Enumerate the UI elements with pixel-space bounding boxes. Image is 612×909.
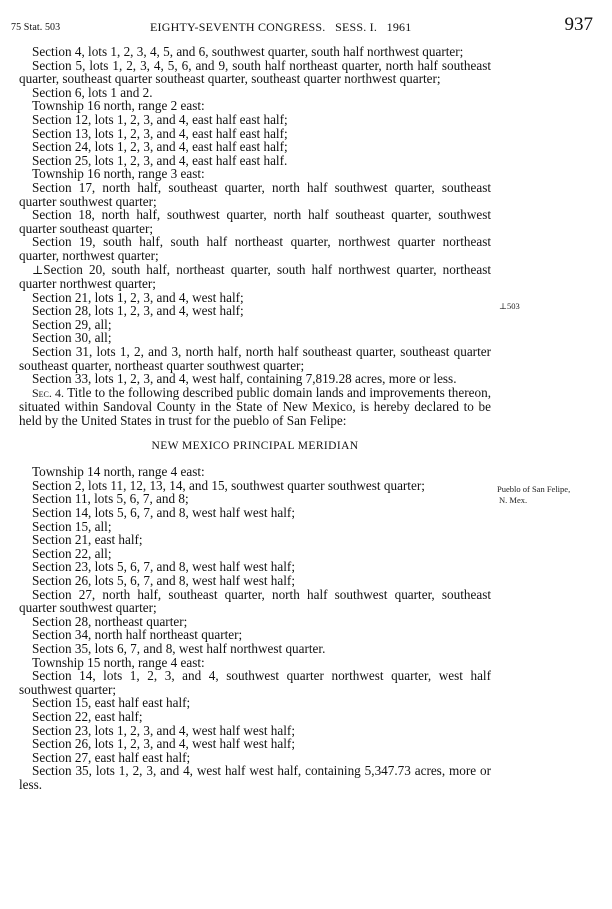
land-description-paragraph: Section 21, lots 1, 2, 3, and 4, west half; [32,289,244,305]
margin-stat-marker: ⊥503 [499,301,520,311]
land-description-paragraph: Section 31, lots 1, 2, and 3, north half, north half southeast quarter, southeast quarter southeast quarter, northeast quarter southwest quarter; [19,344,491,373]
land-description-paragraph: Section 24, lots 1, 2, 3, and 4, east half east half; [32,139,288,155]
section-4-label: Sec. 4. [32,385,64,400]
stat-page-break-marker: ⊥ [32,262,44,277]
land-description-paragraph: Section 18, north half, southwest quarter, north half southeast quarter, southwest quarter southeast quarter; [19,207,491,236]
margin-note-stat-page [499,301,520,312]
meridian-heading: NEW MEXICO PRINCIPAL MERIDIAN [151,439,359,452]
land-description-paragraph: Section 29, all; [32,316,112,332]
land-description-paragraph: Section 22, east half; [32,708,143,724]
land-description-paragraph: Section 27, north half, southeast quarter, north half southwest quarter, southeast quarter southwest quarter; [19,586,491,616]
land-description-paragraph: Township 16 north, range 2 east: [32,98,205,114]
land-list-part3 [19,465,491,791]
margin-pueblo-line1: Pueblo of San Felipe, [497,484,571,494]
land-description-paragraph: Section 23, lots 5, 6, 7, and 8, west half west half; [32,559,295,575]
land-description-paragraph: Section 26, lots 1, 2, 3, and 4, west half west half; [32,736,295,752]
land-description-paragraph: Section 2, lots 11, 12, 13, 14, and 15, southwest quarter southwest quarter; [32,477,425,493]
land-description-paragraph: Section 12, lots 1, 2, 3, and 4, east half east half; [32,111,288,127]
statute-body [19,45,491,791]
land-description-paragraph: Section 13, lots 1, 2, 3, and 4, east half east half; [32,125,288,141]
land-description-paragraph: Section 23, lots 1, 2, 3, and 4, west half west half; [32,722,295,738]
land-description-paragraph: Section 5, lots 1, 2, 3, 4, 5, 6, and 9, south half northeast quarter, north half southeast quarter, southeast quarter southeast quarter, southeast quarter northwest quarter; [19,57,491,87]
land-description-paragraph: Section 28, lots 1, 2, 3, and 4, west half; [32,303,244,319]
land-list-part2 [19,291,491,386]
margin-pueblo-line2: N. Mex. [499,495,528,505]
land-description-paragraph: Township 16 north, range 3 east: [32,166,205,182]
section-20-text: Section 20, south half, northeast quarter, south half northwest quarter, northeast quarter northwest quarter; [19,261,491,292]
page-number: 937 [564,14,593,35]
land-description-paragraph: Section 14, lots 5, 6, 7, and 8, west half west half; [32,505,295,520]
land-description-paragraph: Section 19, south half, south half northeast quarter, northwest quarter northeast quarter, northwest quarter; [19,234,491,263]
section-4-text: Title to the following described public domain lands and improvements thereon, situated within Sandoval County in the State of New Mexico, is hereby declared to be held by the United States in trust for the pueblo of San Felipe: [19,384,491,429]
land-description-paragraph: Section 35, lots 6, 7, and 8, west half northwest quarter. [32,640,326,656]
running-head: EIGHTY-SEVENTH CONGRESS. SESS. I. 1961 [150,20,412,34]
land-description-paragraph: Section 30, all; [32,330,112,346]
land-description-paragraph: Township 15 north, range 4 east: [32,654,205,670]
land-description-paragraph: Section 28, northeast quarter; [32,613,188,629]
land-list-part1 [19,45,491,263]
land-description-paragraph: Section 17, north half, southeast quarter, north half southwest quarter, southeast quarter southwest quarter; [19,179,491,209]
land-description-paragraph: Section 35, lots 1, 2, 3, and 4, west half west half, containing 5,347.73 acres, more or less. [19,763,491,792]
section-4-paragraph [19,386,491,428]
page-header [0,14,612,40]
land-description-paragraph: Section 4, lots 1, 2, 3, 4, 5, and 6, southwest quarter, south half northwest quarter; [32,44,464,59]
land-description-paragraph: Section 34, north half northeast quarter; [32,627,243,643]
land-description-paragraph: Section 14, lots 1, 2, 3, and 4, southwest quarter northwest quarter, west half southwest quarter; [19,668,491,697]
land-description-paragraph: Section 22, all; [32,545,112,561]
land-description-paragraph: Section 33, lots 1, 2, 3, and 4, west half, containing 7,819.28 acres, more or less. [32,371,457,387]
stat-reference: 75 Stat. 503 [11,22,61,33]
land-description-paragraph: Section 15, east half east half; [32,695,191,711]
margin-note-pueblo [497,484,609,506]
land-description-paragraph: Section 6, lots 1 and 2. [32,84,153,100]
land-description-paragraph: Section 15, all; [32,518,112,534]
section-20-paragraph [19,263,491,291]
land-description-paragraph: Section 21, east half; [32,532,143,548]
land-description-paragraph: Township 14 north, range 4 east: [32,464,205,480]
land-description-paragraph: Section 27, east half east half; [32,749,191,765]
land-description-paragraph: Section 25, lots 1, 2, 3, and 4, east half east half. [32,152,288,168]
land-description-paragraph: Section 11, lots 5, 6, 7, and 8; [32,491,189,507]
land-description-paragraph: Section 26, lots 5, 6, 7, and 8, west half west half; [32,572,295,588]
